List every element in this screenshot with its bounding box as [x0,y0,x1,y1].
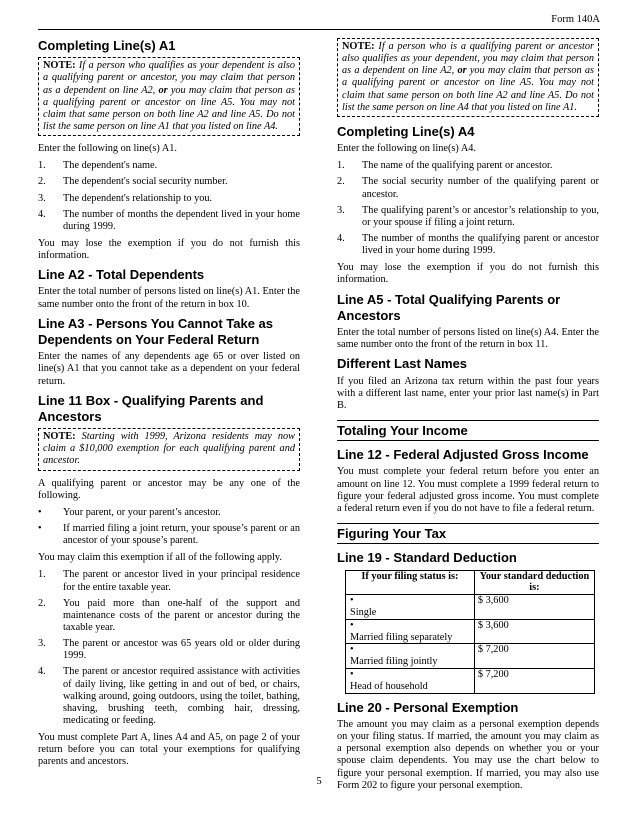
note-or: or [158,84,168,96]
table-row: •Single $ 3,600 [346,595,595,620]
line20-text: The amount you may claim as a personal exemption depends on your filing status. If married, the amount you may claim as a personal exemption also depends on whether you or your spouse claim dependents. You may use the chart below to figure your personal exemption. If married, you may also use Form 202 to figure your personal exemption. [337,719,599,791]
table-row: •Head of household $ 7,200 [346,669,595,694]
note-text: If a person who qualifies as your dependent is also a qualifying parent or ancestor, you may claim that person as a dependent on line A2, [43,60,295,96]
different-last-names-text: If you filed an Arizona tax return within the past four years with a different last name, enter your prior last name(s) in Part B. [337,375,599,411]
a4-list [337,160,599,257]
a1-note-box [38,57,300,136]
table-header-status: If your filing status is: [346,570,475,595]
list-item: 1. The parent or ancestor lived in your principal residence for the entire taxable year. [38,569,300,593]
note-text: you may claim that person as a qualifying parent or ancestor on line A5. You may not claim that same person on both line A2 and line A5. Do not list the same person on line A4 that you listed on line A1. [342,65,595,113]
line11-list [38,569,300,727]
totaling-income-section-bar [337,420,599,441]
list-item: 1. The dependent's name. [38,160,158,172]
list-item: 3. The parent or ancestor was 65 years old or older during 1999. [38,638,300,662]
list-item: 4. The number of months the qualifying parent or ancestor lived in your home during 1999. [337,232,599,257]
table-header-row [346,570,595,595]
standard-deduction-table [345,570,595,694]
note-text: Starting with 1999, Arizona residents may now claim a $10,000 exemption for each qualifying parent and ancestor. [43,431,296,467]
line11-heading: Line 11 Box - Qualifying Parents and Ancestors [38,392,264,424]
a5-text: Enter the total number of persons listed on line(s) A4. Enter the same number onto the front of the return in box 11. [337,327,599,351]
line12-heading: Line 12 - Federal Adjusted Gross Income [337,447,589,463]
left-column [38,38,300,774]
a3-text: Enter the names of any dependents age 65 or over listed on line(s) A1 that you cannot take as a dependent on your federal return. [38,351,300,387]
right-column [337,38,599,797]
a4-intro: Enter the following on line(s) A4. [337,143,476,155]
a4-heading: Completing Line(s) A4 [337,123,475,139]
note-text: you may claim that person as a qualifying parent or ancestor on line A5. You may not claim that same person on both line A2 and line A5. Do not list the same person on line A1 that you listed on line A4. [43,84,296,132]
a1-list [38,160,300,233]
note-text: If a person who is a qualifying parent or ancestor also qualifies as your dependent, you may claim that person as a dependent on line A2, [342,41,594,77]
a5-heading: Line A5 - Total Qualifying Parents or Ancestors [337,291,561,323]
figuring-tax-heading: Figuring Your Tax [337,526,447,542]
a4-note-box [337,38,599,117]
a2-heading: Line A2 - Total Dependents [38,267,205,283]
list-item: 3. The dependent's relationship to you. [38,192,213,204]
form-number: Form 140A [551,14,600,25]
totaling-income-heading: Totaling Your Income [337,422,468,438]
line11-complete: You must complete Part A, lines A4 and A5, on page 2 of your return before you can total your exemptions for qualifying parents and ancestors. [38,732,300,768]
note-lead: NOTE: [43,60,76,72]
a4-lose-text: You may lose the exemption if you do not furnish this information. [337,262,599,286]
different-last-names-heading: Different Last Names [337,356,468,372]
list-item: 2. The social security number of the qualifying parent or ancestor. [337,176,599,200]
line11-bullets [38,507,300,547]
list-item: 1. The name of the qualifying parent or ancestor. [337,160,553,172]
list-item: 2. You paid more than one-half of the support and maintenance costs of the parent or ancestor during the taxable year. [38,597,300,633]
note-or: or [457,65,467,77]
line19-heading: Line 19 - Standard Deduction [337,550,517,566]
line20-heading: Line 20 - Personal Exemption [337,699,519,715]
figuring-tax-section-bar [337,523,599,544]
line11-intro: A qualifying parent or ancestor may be any one of the following. [38,477,300,501]
line12-text: You must complete your federal return before you enter an amount on line 12. You must complete a 1999 federal return to figure your federal adjusted gross income. You must complete a federal return even if you do not have to file a federal return. [337,466,599,514]
line11-note-box [38,428,300,470]
table-row: •Married filing separately $ 3,600 [346,619,595,644]
note-lead: NOTE: [342,41,375,52]
list-item: • Your parent, or your parent’s ancestor. [38,506,221,518]
list-item: • If married filing a joint return, your spouse’s parent or an ancestor of your spouse’s parent. [38,523,300,547]
a3-heading: Line A3 - Persons You Cannot Take as Dependents on Your Federal Return [38,315,274,347]
header-rule [38,29,600,30]
table-row: •Married filing jointly $ 7,200 [346,644,595,669]
list-item: 4. The number of months the dependent lived in your home during 1999. [38,208,300,232]
a1-lose-text: You may lose the exemption if you do not furnish this information. [38,237,300,262]
list-item: 4. The parent or ancestor required assistance with activities of daily living, like getting in and out of bed, or chairs, walking around, going outdoors, using the toilet, bathing, shaving, brushing teeth, combing hair, dressing, medicating or feeding. [38,666,300,726]
list-item: 2. The dependent's social security number. [38,176,228,188]
list-item: 3. The qualifying parent’s or ancestor’s relationship to you, or your spouse if filing a joint return. [337,204,599,228]
a1-intro: Enter the following on line(s) A1. [38,143,177,155]
table-header-deduction: Your standard deduction is: [474,570,594,595]
line11-claim: You may claim this exemption if all of the following apply. [38,552,282,564]
page-number: 5 [316,776,322,787]
a2-text: Enter the total number of persons listed on line(s) A1. Enter the same number onto the front of the return in box 10. [38,286,300,310]
a1-heading: Completing Line(s) A1 [38,38,176,53]
note-lead: NOTE: [43,431,76,443]
